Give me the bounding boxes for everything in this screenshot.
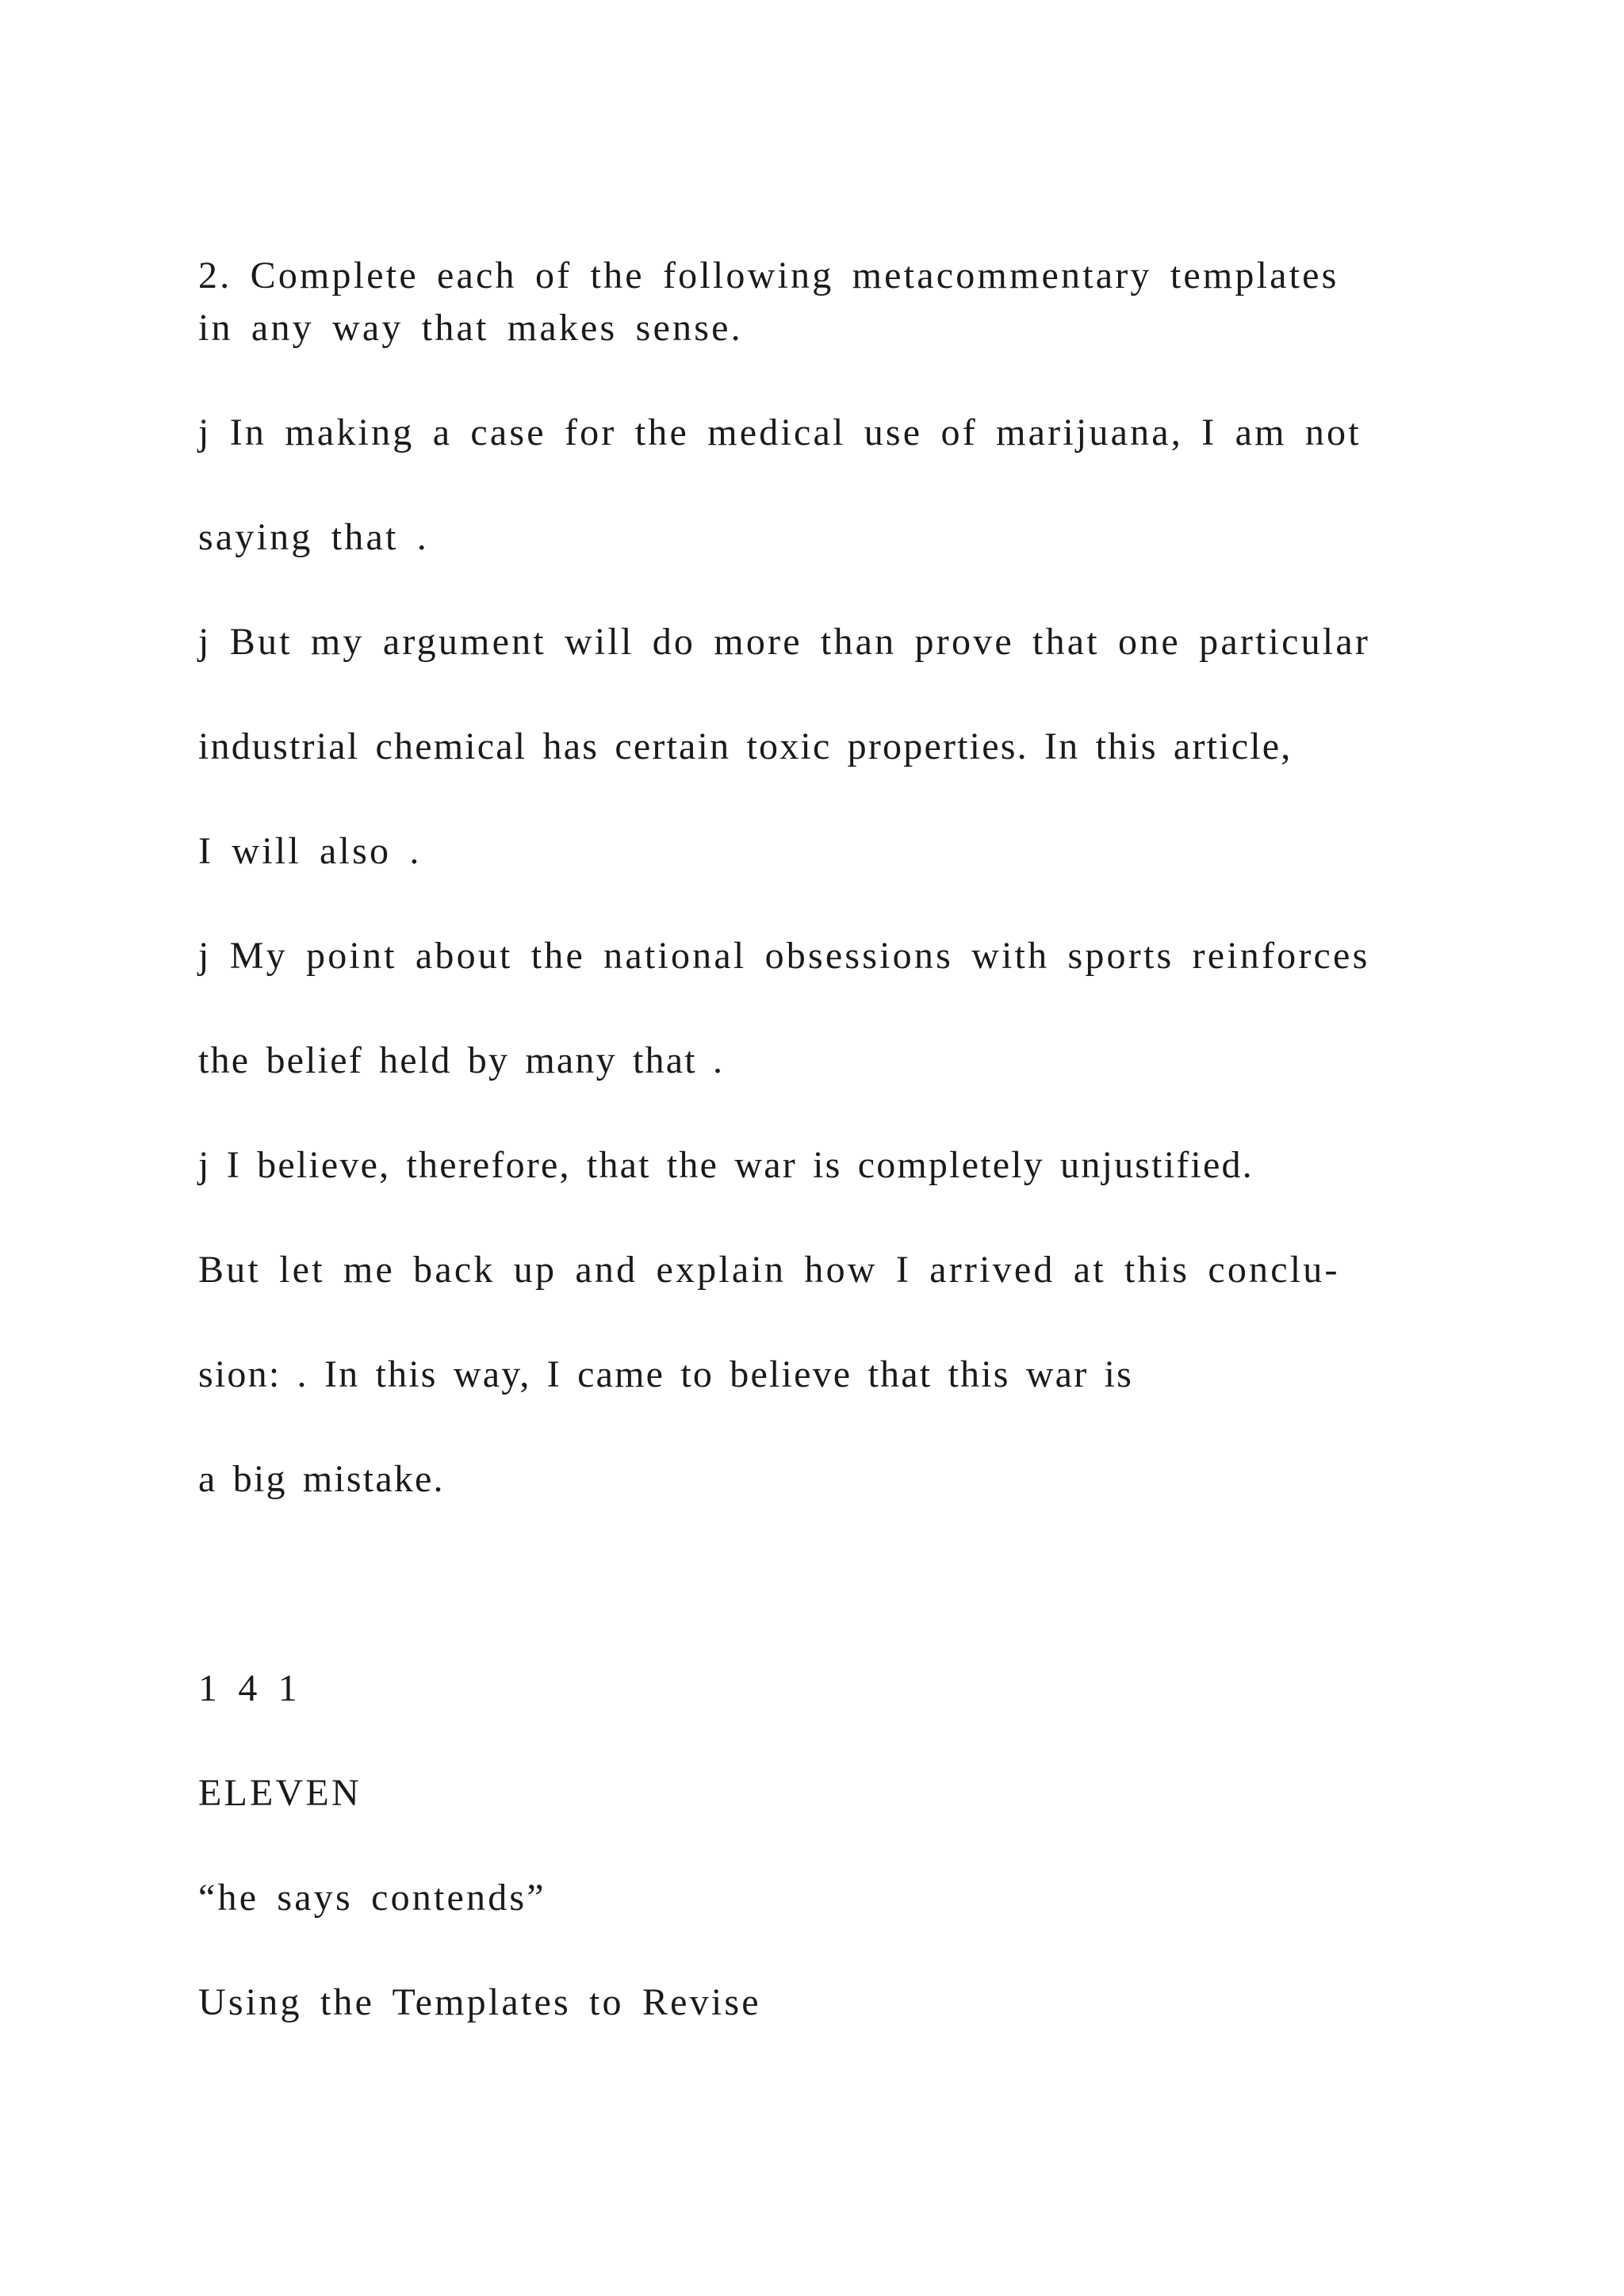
template-2-line-1: j But my argument will do more than prove that one particular bbox=[198, 621, 1371, 663]
chapter-subtitle: Using the Templates to Revise bbox=[198, 1981, 761, 2023]
page-number: 1 4 1 bbox=[198, 1667, 300, 1709]
template-2-line-3: I will also . bbox=[198, 830, 422, 872]
template-4-line-1: j I believe, therefore, that the war is completely unjustified. bbox=[198, 1144, 1254, 1186]
template-3-line-1: j My point about the national obsessions with sports reinforces bbox=[198, 935, 1370, 977]
template-3-line-2: the belief held by many that . bbox=[198, 1039, 725, 1081]
template-4-line-2: But let me back up and explain how I arrived at this conclu- bbox=[198, 1249, 1340, 1291]
template-1-line-1: j In making a case for the medical use of marijuana, I am not bbox=[198, 411, 1362, 453]
template-1-line-2: saying that . bbox=[198, 516, 429, 558]
exercise-instruction-line-1: 2. Complete each of the following metacommentary templates bbox=[198, 254, 1339, 297]
exercise-instruction-line-2: in any way that makes sense. bbox=[198, 307, 743, 349]
chapter-number: ELEVEN bbox=[198, 1772, 362, 1814]
template-4-line-4: a big mistake. bbox=[198, 1458, 445, 1500]
chapter-title: “he says contends” bbox=[198, 1877, 546, 1919]
template-4-line-3: sion: . In this way, I came to believe that this war is bbox=[198, 1353, 1133, 1395]
template-2-line-2: industrial chemical has certain toxic properties. In this article, bbox=[198, 725, 1293, 767]
